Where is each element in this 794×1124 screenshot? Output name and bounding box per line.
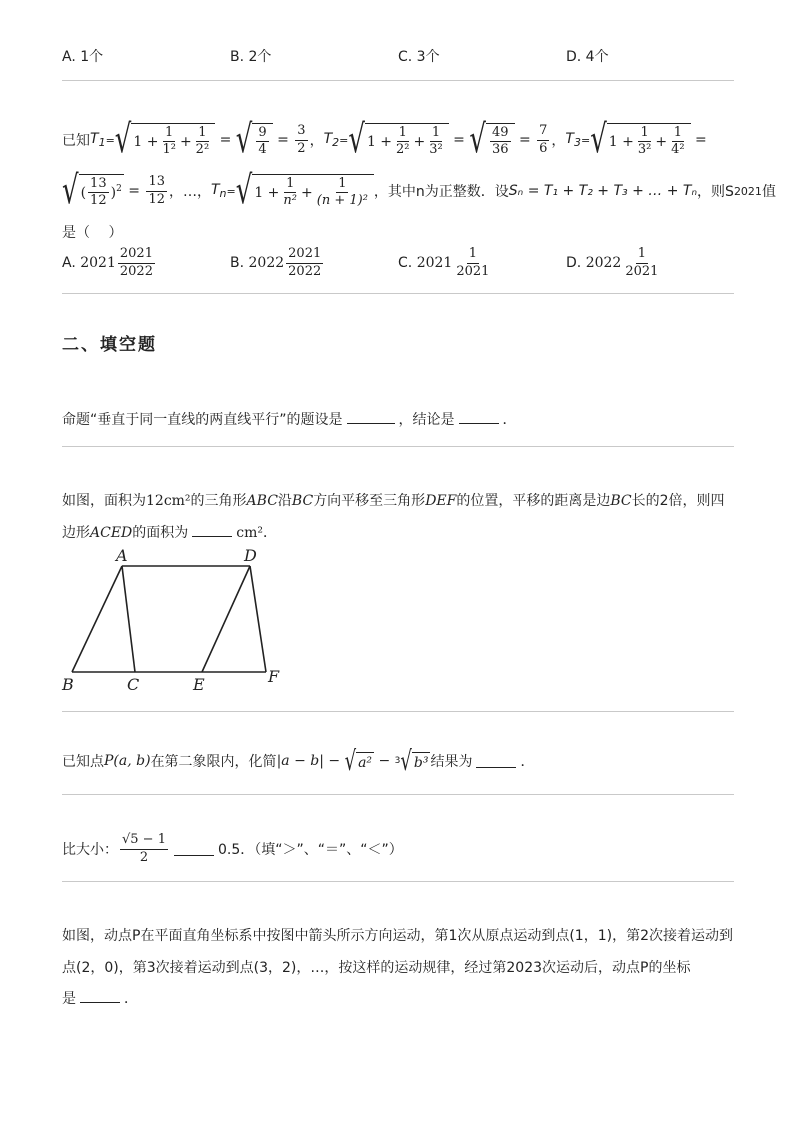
sqrt-t3: √ 1 + $\frac{1}{\text{3²}}$ + $\frac{1}{\text{4²}}$	[590, 123, 690, 158]
q-t-line1: 已知 $T_1$ = √ 1 + $\frac{1}{\text{1²}}$ + $\frac{1}{\text{2²}}$ = √ $\frac{9}{4}$ = $\frac{3}{2}$ ， $T_2$ = √ 1 + $\frac{1}{\text{2²}}$ + $\frac{1}{\text{3²}}$ = √ $\frac{49}{36}$ = $\frac{7}{6}$ ， $T_3$ = √ 1 + $\frac{1}{\text{3²}}$ + $\frac{1}{\text{4²}}$ =	[62, 117, 707, 163]
section-title: 二、填空题	[62, 335, 157, 355]
q-t-intro: 已知	[62, 133, 90, 149]
sqrt-t1: √ 1 + $\frac{1}{\text{1²}}$ + $\frac{1}{\text{2²}}$	[115, 123, 215, 158]
divider	[62, 794, 734, 795]
q-t-line3: 是（ ）	[62, 225, 123, 241]
translation-figure	[56, 544, 296, 694]
answer-blank[interactable]	[459, 411, 499, 424]
q-t-options	[62, 244, 734, 284]
divider	[62, 711, 734, 712]
answer-blank[interactable]	[476, 755, 516, 768]
label-a: A	[116, 546, 128, 565]
divider	[62, 881, 734, 882]
option-a: A. 1个	[62, 49, 104, 65]
q-compare: 比大小： $\frac{√5 - 1}{2}$ 0.5．（填“＞”、“＝”、“＜”）	[62, 832, 403, 865]
label-d: D	[244, 546, 257, 565]
answer-blank[interactable]	[80, 990, 120, 1003]
sqrt-a2: √ a²	[344, 744, 373, 776]
q-point: 已知点 P(a, b) 在第二象限内，化简 |a − b| − √ a² − 3 √ b³ 结果为 ．	[62, 744, 535, 776]
divider	[62, 293, 734, 294]
q-move-line2: 点(2，0)，第3次接着运动到点(3，2)，…，按这样的运动规律，经过第2023次运动后，动点P的坐标	[62, 960, 691, 976]
option-d: D. 2022 $\frac{1}{2021}$	[566, 246, 659, 279]
q-move-line3: 是 ．	[62, 991, 138, 1007]
sqrt-tn: √ 1 + $\frac{1}{\text{n²}}$ + $\frac{1}{\text{(n + 1)²}}$	[236, 174, 374, 209]
q-tri-line2: 边形ACED的面积为 cm²．	[62, 525, 278, 541]
segment-ba	[72, 566, 122, 672]
option-c: C. 3个	[398, 49, 440, 65]
q-prop: 命题“垂直于同一直线的两直线平行”的题设是 ，结论是 ．	[62, 412, 517, 428]
q-move-line1: 如图，动点P在平面直角坐标系中按图中箭头所示方向运动，第1次从原点运动到点(1，1)，第2次接着运动到	[62, 928, 733, 944]
option-d: D. 4个	[566, 49, 609, 65]
label-c: C	[127, 675, 140, 694]
label-b: B	[62, 675, 74, 694]
option-a: A. 2021 $\frac{2021}{2022}$	[62, 246, 153, 279]
option-b: B. 2022 $\frac{2021}{2022}$	[230, 246, 322, 279]
divider	[62, 446, 734, 447]
segment-df	[250, 566, 266, 672]
label-e: E	[193, 675, 205, 694]
sqrt-t2: √ 1 + $\frac{1}{\text{2²}}$ + $\frac{1}{\text{3²}}$	[348, 123, 448, 158]
option-c: C. 2021 $\frac{1}{2021}$	[398, 246, 490, 279]
answer-blank[interactable]	[174, 843, 214, 856]
q-tri-line1: 如图，面积为12cm²的三角形ABC沿BC方向平移至三角形DEF的位置，平移的距离是边BC长的2倍，则四	[62, 493, 725, 509]
segment-de	[202, 566, 250, 672]
label-f: F	[268, 667, 280, 686]
segment-ac	[122, 566, 135, 672]
answer-blank[interactable]	[192, 524, 232, 537]
answer-blank[interactable]	[347, 411, 395, 424]
q-top-options	[62, 46, 734, 66]
option-b: B. 2个	[230, 49, 272, 65]
cbrt-b3: √ b³	[400, 744, 429, 776]
divider	[62, 80, 734, 81]
q-t-line2: √ ( $\frac{13}{12}$ )$^2$ = $\frac{13}{12}$ ，…， $T_n$ = √ 1 + $\frac{1}{\text{n²}}$ + $\frac{1}{\text{(n + 1)²}}$ ，其中n为正整数．设 Sₙ = T₁ + T₂ + T₃ + … + Tₙ ，则S 2021 值	[62, 168, 776, 214]
